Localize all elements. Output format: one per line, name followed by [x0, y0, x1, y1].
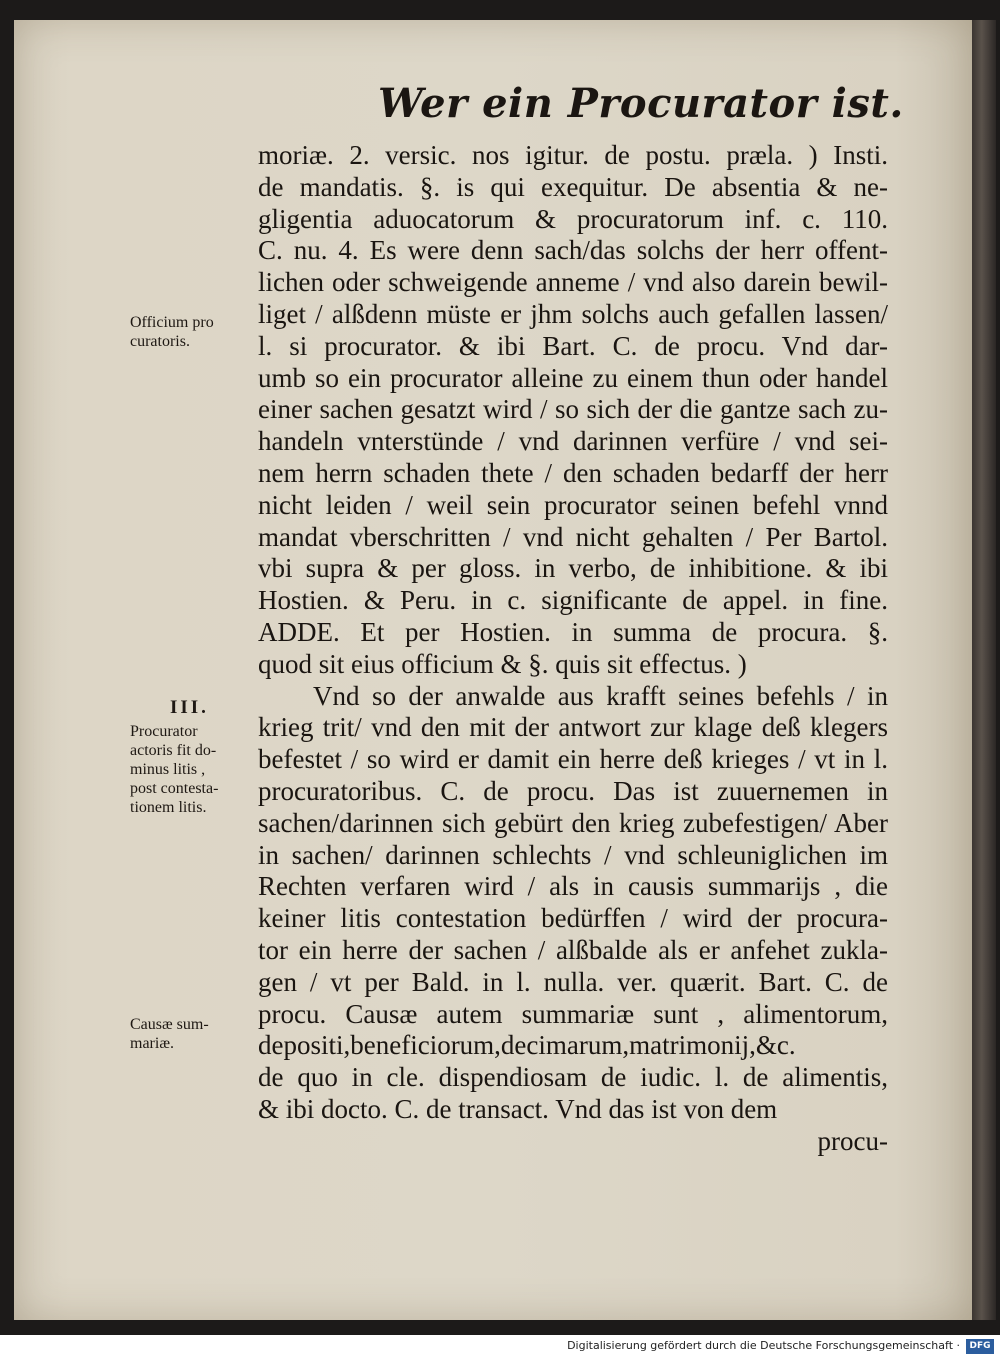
text-line: einer sachen gesatzt wird / so sich der die gantze sach zu-: [258, 394, 888, 425]
text-line: gen / vt per Bald. in l. nulla. ver. quærit. Bart. C. de: [258, 966, 888, 997]
body-text: [258, 140, 888, 1158]
margin-note-line: curatoris.: [130, 333, 190, 350]
text-line: & ibi docto. C. de transact. Vnd das ist von dem: [258, 1093, 778, 1124]
text-line: tor ein herre der sachen / alßbalde als er anfehet zukla-: [258, 934, 888, 965]
text-line: in sachen/ darinnen schlechts / vnd schleuniglichen im: [258, 839, 888, 870]
text-line: befestet / so wird er damit ein herre deß krieges / vt in l.: [258, 744, 888, 775]
text-line: mandat vberschritten / vnd nicht gehalten / Per Bartol.: [258, 521, 888, 552]
text-line: moriæ. 2. versic. nos igitur. de postu. præla. ) Insti.: [258, 140, 888, 170]
dfg-logo[interactable]: DFG: [966, 1339, 994, 1354]
text-line: Hostien. & Peru. in c. significante de appel. in fine.: [258, 585, 888, 616]
margin-note-line: Causæ sum-: [130, 1016, 209, 1033]
margin-note-line: tionem litis.: [130, 799, 207, 816]
text-line: l. si procurator. & ibi Bart. C. de procu. Vnd dar-: [258, 330, 888, 361]
text-line: depositi,beneficiorum,decimarum,matrimonij,&c.: [258, 1030, 796, 1061]
text-line: procuratoribus. C. de procu. Das ist zuuernemen in: [258, 775, 888, 806]
text-line: umb so ein procurator alleine zu einem thun oder handel: [258, 362, 888, 393]
text-line: de mandatis. §. is qui exequitur. De absentia & ne-: [258, 171, 888, 202]
margin-section-numeral: III.: [170, 697, 209, 718]
text-line: Rechten verfaren wird / als in causis summarijs , die: [258, 871, 888, 902]
footer-bar: [0, 1335, 1000, 1358]
book-spine-edge: [972, 20, 996, 1320]
text-line: ADDE. Et per Hostien. in summa de procura. §.: [258, 616, 888, 647]
text-line: nicht leiden / weil sein procurator seinen befehl vnnd: [258, 489, 888, 520]
margin-note-causae: [130, 1015, 209, 1053]
margin-note-procurator: [130, 722, 218, 817]
margin-note-line: post contesta-: [130, 780, 219, 797]
text-line: liget / alßdenn müste er jhm solchs auch gefallen lassen/: [258, 298, 888, 329]
margin-note-line: Officium pro: [130, 314, 214, 331]
text-line: Vnd so der anwalde aus krafft seines befehls / in: [313, 680, 888, 711]
text-line: quod sit eius officium & §. quis sit effectus. ): [258, 648, 747, 679]
footer-credit: Digitalisierung gefördert durch die Deutsche Forschungsgemeinschaft ·: [567, 1339, 960, 1352]
text-line: nem herrn schaden thete / den schaden bedarff der herr: [258, 457, 888, 488]
text-line: sachen/darinnen sich gebürt den krieg zubefestigen/ Aber: [258, 807, 888, 838]
margin-note-line: Procurator: [130, 723, 198, 740]
margin-note-line: mariæ.: [130, 1035, 174, 1052]
margin-note-line: actoris fit do-: [130, 742, 217, 759]
text-line: lichen oder schweigende anneme / vnd also darein bewil-: [258, 267, 888, 298]
text-line: C. nu. 4. Es were denn sach/das solchs der herr offent-: [258, 235, 888, 266]
margin-note-line: minus litis ,: [130, 761, 206, 778]
text-line: keiner litis contestation bedürffen / wird der procura-: [258, 903, 888, 934]
margin-note-officium: [130, 313, 214, 351]
text-line: procu. Causæ autem summariæ sunt , alimentorum,: [258, 998, 888, 1029]
text-line: de quo in cle. dispendiosam de iudic. l. de alimentis,: [258, 1062, 888, 1093]
catchword: procu-: [817, 1125, 888, 1156]
text-line: krieg trit/ vnd den mit der antwort zur klage deß klegers: [258, 712, 888, 743]
running-head: Wer ein Procurator ist.: [378, 80, 904, 127]
text-line: handeln vnterstünde / vnd darinnen verfüre / vnd sei-: [258, 426, 888, 457]
text-line: gligentia aduocatorum & procuratorum inf. c. 110.: [258, 203, 888, 234]
text-line: vbi supra & per gloss. in verbo, de inhibitione. & ibi: [258, 553, 888, 584]
